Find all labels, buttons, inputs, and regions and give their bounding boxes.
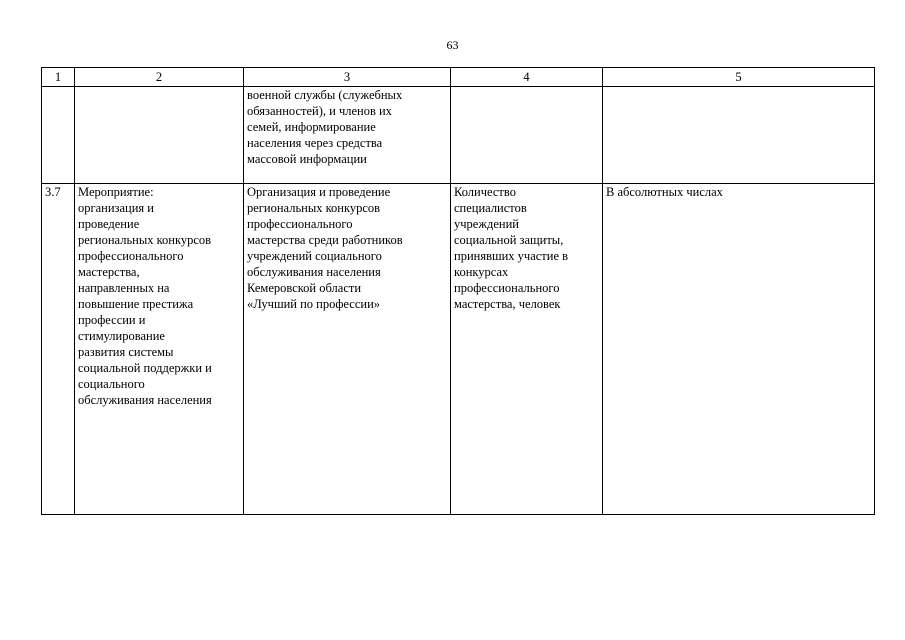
cell-event: Мероприятие: организация и проведение региональных конкурсов профессионального мастерства, направленных на повышение престижа профессии и стимулирование развития системы социальной поддержки и социального обслуживания населения: [75, 184, 244, 515]
cell-unit: [603, 87, 875, 184]
cell-description: военной службы (служебных обязанностей), и членов их семей, информирование населения через средства массовой информации: [244, 87, 451, 184]
table-row-3-7: [42, 184, 875, 515]
header-col-2: 2: [75, 68, 244, 87]
page-number: 63: [446, 38, 459, 52]
table-row-continuation: [42, 87, 875, 184]
header-col-4: 4: [451, 68, 603, 87]
header-col-3: 3: [244, 68, 451, 87]
table-header-row: [42, 68, 875, 87]
indicators-table: [41, 67, 875, 515]
cell-indicator: Количество специалистов учреждений социальной защиты, принявших участие в конкурсах профессионального мастерства, человек: [451, 184, 603, 515]
cell-indicator: [451, 87, 603, 184]
cell-number: 3.7: [42, 184, 75, 515]
cell-event: [75, 87, 244, 184]
cell-description: Организация и проведение региональных конкурсов профессионального мастерства среди работников учреждений социального обслуживания населения Кемеровской области «Лучший по профессии»: [244, 184, 451, 515]
header-col-1: 1: [42, 68, 75, 87]
header-col-5: 5: [603, 68, 875, 87]
cell-unit: В абсолютных числах: [603, 184, 875, 515]
cell-number: [42, 87, 75, 184]
